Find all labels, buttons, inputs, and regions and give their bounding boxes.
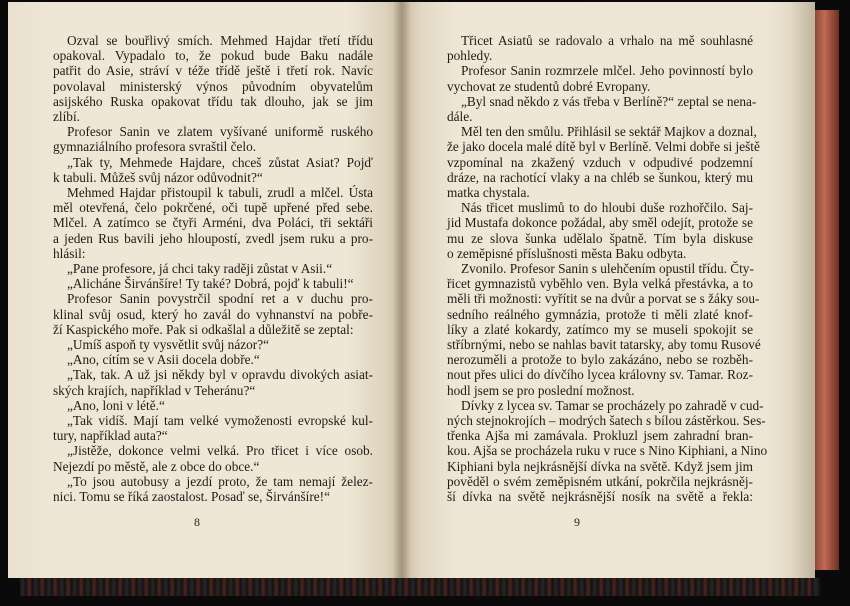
text-line: „Ano, loni v létě.“ [67, 397, 165, 413]
text-line: k tabuli. Můžeš svůj názor odůvodnit?“ [53, 169, 263, 185]
text-line: třenka Ajša mi zamávala. Prokluzl jsem zahradní bran- [447, 428, 753, 444]
text-line: pohledy. [447, 48, 493, 64]
text-line: „Ano, cítím se v Asii docela dobře.“ [67, 352, 260, 368]
text-line: Ozval se bouřlivý smích. Mehmed Hajdar třetí třídu [67, 33, 373, 48]
text-line: Měl ten den smůlu. Přihlásil se sektář Majkov a doznal, [461, 124, 757, 140]
text-line: Nás třicet muslimů to do hloubi duše rozhořčilo. Saj- [461, 200, 753, 216]
page-edge [815, 10, 839, 570]
text-line: stříbrnými, nebo se nahlas bavit tatarsky, aby tomu Rusové [447, 337, 761, 353]
text-line: „Alicháne Širvánšíre! Ty také? Dobrá, pojď k tabuli!“ [67, 276, 354, 292]
text-line: hlásil: [53, 245, 86, 261]
text-line: mu ze slova šunka udělalo špatně. Tím byla diskuse [447, 230, 753, 246]
text-line: dále. [447, 109, 473, 125]
text-line: o zeměpisné příslušnosti města Baku odbyta. [447, 245, 687, 261]
text-line: povolaval ministerský výnos původním obyvatelům [53, 78, 373, 94]
text-line: matka chystala. [447, 185, 530, 201]
text-line: líky a zlaté kokardy, zatímco my se museli spokojit se [447, 321, 753, 337]
text-line: Zvonilo. Profesor Sanin s ulehčením opustil třídu. Čty- [461, 261, 754, 277]
page-number-left: 8 [194, 515, 200, 529]
text-line: „Byl snad někdo z vás třeba v Berlíně?“ zeptal se nena- [461, 93, 757, 109]
text-line: „Umíš aspoň ty vysvětlit svůj názor?“ [67, 337, 269, 353]
text-line: měli tři možnosti: vyřítit se na dvůr a porvat se s žáky sou- [447, 291, 760, 307]
text-line: „Jistěže, dokonce velmi velká. Pro třicet i více osob. [67, 443, 373, 459]
text-line: dráze, na rachotící vlaky a na chléb se šunkou, který mu [447, 169, 753, 185]
text-line: ží Kaspického moře. Pak si odkašlal a důležitě se zeptal: [53, 321, 354, 337]
text-line: ných stejnokrojích – modrých šatech s bílou zástěrkou. Ses- [447, 413, 766, 429]
text-line: patřit do Asie, stráví v téže třídě ještě i třetí rok. Navíc [53, 63, 373, 79]
text-line: zlíbí. [53, 109, 80, 125]
text-line: kou. Ajša se procházela ruku v ruce s Nino Kiphiani, a Nino [447, 443, 768, 459]
text-line: Mlčel. A zatímco se čtyři Arméni, dva Poláci, tři sektáři [53, 215, 373, 231]
text-line: řicet gymnazistů vyběhlo ven. Byla velká přestávka, a to [447, 276, 753, 292]
text-line: sedního reálného gymnázia, protože ti měli zlaté knof- [447, 306, 753, 322]
text-line: ských krajích, například v Teheránu?“ [53, 382, 256, 398]
text-line: gymnaziálního profesora svraštil čelo. [53, 139, 257, 155]
text-line: že jako docela malé dítě byl v Berlíně. Velmi dobře si ještě [447, 139, 760, 155]
text-line: hodl jsem se pro poslední možnost. [447, 382, 635, 398]
text-line: vzpomínal na zkažený vzduch v odpudivé podzemní [447, 154, 753, 170]
page-number-right: 9 [574, 515, 580, 529]
text-line: opakoval. Vypadalo to, že pokud bude Baku nadále [53, 48, 373, 64]
text-line: nout přes ulici do dívčího lycea královny sv. Tamar. Roz- [447, 367, 753, 383]
text-line: měl otevřená, čelo pokrčené, oči tupě upřené před sebe. [53, 200, 373, 216]
text-line: ší dívka na světě nejkrásnější nosík na světě a řekla: [447, 489, 753, 505]
text-line: vychovat ze studentů dobré Evropany. [447, 78, 651, 94]
text-line: pověděl o svém zeměpisném utkání, pokrčila nejkrásněj- [447, 473, 753, 489]
text-line: Dívky z lycea sv. Tamar se procházely po zahradě v cud- [461, 397, 764, 413]
text-line: „To jsou autobusy a jezdí proto, že tam nemají želez- [67, 473, 373, 489]
text-line: „Tak ty, Mehmede Hajdare, chceš zůstat Asiat? Pojď [67, 154, 373, 170]
text-line: „Pane profesore, já chci taky raději zůstat v Asii.“ [67, 261, 333, 277]
text-line: a jeden Rus bavili jeho hloupostí, zvedl jsem ruku a pro- [53, 230, 373, 246]
text-line: Profesor Sanin povystrčil spodní ret a v duchu pro- [67, 291, 373, 307]
text-line: nici. Tomu se říká zaostalost. Posaď se, Širvánšíre!“ [53, 489, 330, 505]
bottom-page-edge [20, 578, 820, 596]
text-line: Mehmed Hajdar přistoupil k tabuli, zrudl a mlčel. Ústa [67, 185, 373, 201]
text-line: „Tak, tak. A už jsi někdy byl v opravdu divokých asiat- [67, 367, 373, 383]
text-line: Nejezdí po městě, ale z obce do obce.“ [53, 458, 260, 474]
text-line: tury, například auta?“ [53, 428, 168, 444]
text-line: Třicet Asiatů se radovalo a vrhalo na mě souhlasné [461, 33, 753, 48]
text-line: klinal svůj osud, který ho zavál do vyhnanství na pobře- [53, 306, 373, 322]
right-page-text [447, 33, 768, 505]
text-line: Profesor Sanin ve zlatem vyšívané uniformě ruského [67, 124, 373, 140]
text-line: Kiphiani byla nejkrásnější dívka na světě. Když jsem jim [447, 458, 753, 474]
text-line: asijského Ruska opakovat třídu tak dlouho, jak se jim [53, 93, 373, 109]
text-line: nerozuměli a protože to bylo zakázáno, nebo se rozběh- [447, 352, 753, 368]
text-line: Profesor Sanin rozmrzele mlčel. Jeho povinností bylo [461, 63, 753, 79]
text-line: „Tak vidíš. Mají tam velké vymoženosti evropské kul- [67, 413, 373, 429]
left-page-text [53, 33, 373, 504]
text-line: jid Mustafa dokonce požádal, aby směl odejít, protože se [447, 215, 753, 231]
book-spine [393, 2, 411, 578]
